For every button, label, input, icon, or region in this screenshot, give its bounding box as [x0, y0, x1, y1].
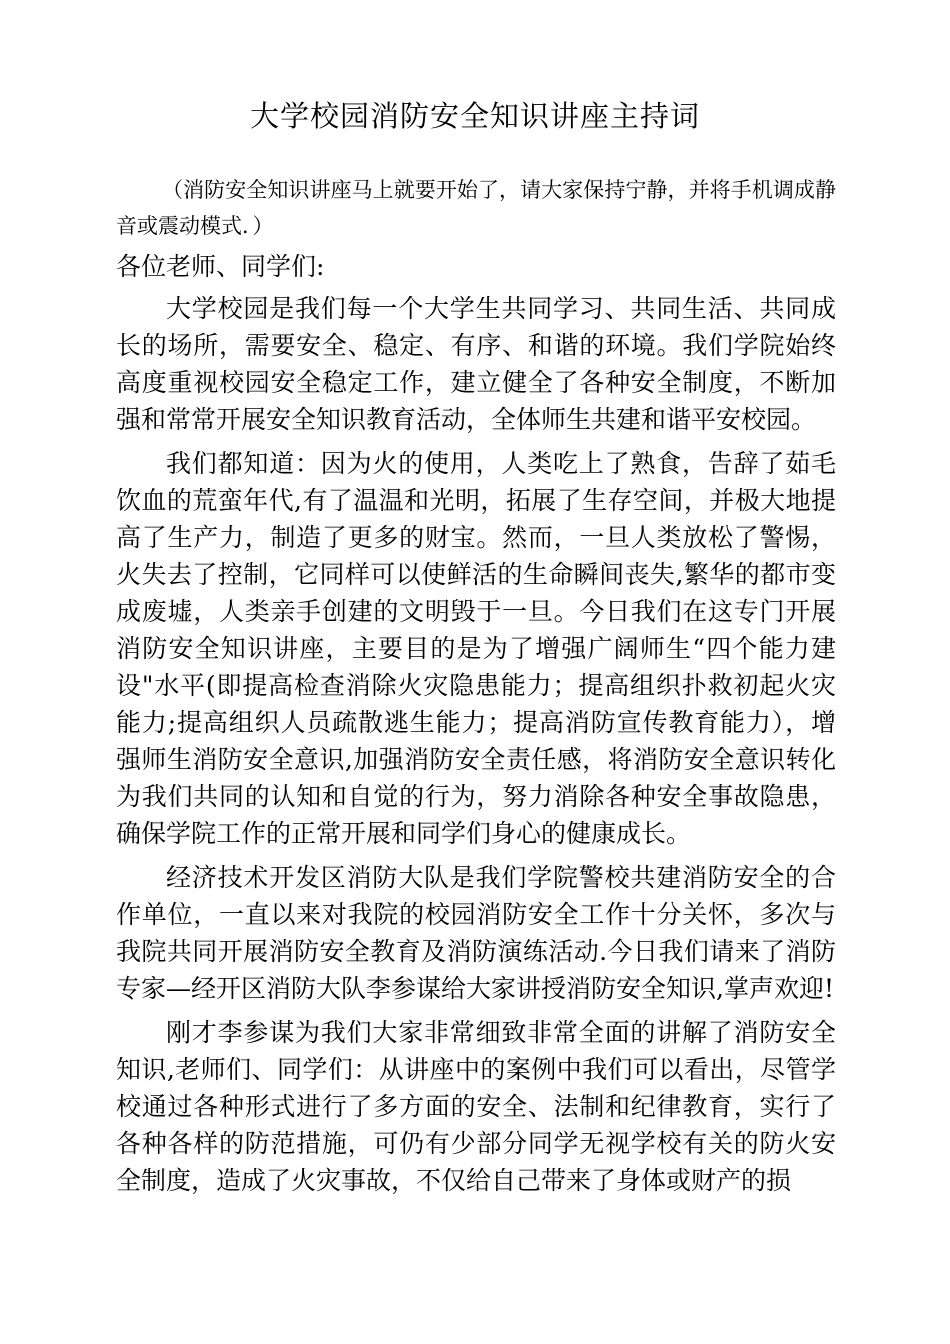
paragraph-3: 经济技术开发区消防大队是我们学院警校共建消防安全的合作单位，一直以来对我院的校园消防安全工作十分关怀，多次与我院共同开展消防安全教育及消防演练活动.今日我们请来了消防专家—经开区消防大队李参谋给大家讲授消防安全知识,掌声欢迎!	[116, 863, 836, 1003]
opening-note: （消防安全知识讲座马上就要开始了，请大家保持宁静，并将手机调成静音或震动模式．）	[116, 178, 836, 238]
document-body	[116, 248, 836, 1206]
greeting: 各位老师、同学们:	[116, 252, 325, 281]
paragraph-2: 我们都知道：因为火的使用，人类吃上了熟食，告辞了茹毛饮血的荒蛮年代,有了温温和光明，拓展了生存空间，并极大地提高了生产力，制造了更多的财宝。然而，一旦人类放松了警惕，火失去了控制，它同样可以使鲜活的生命瞬间丧失,繁华的都市变成废墟，人类亲手创建的文明毁于一旦。今日我们在这专门开展消防安全知识讲座，主要目的是为了增强广阔师生“四个能力建设"水平(即提高检查消除火灾隐患能力；提高组织扑救初起火灾能力;提高组织人员疏散逃生能力；提高消防宣传教育能力），增强师生消防安全意识,加强消防安全责任感，将消防安全意识转化为我们共同的认知和自觉的行为，努力消除各种安全事故隐患，确保学院工作的正常开展和同学们身心的健康成长。	[116, 449, 836, 848]
document-title: 大学校园消防安全知识讲座主持词	[249, 99, 700, 133]
paragraph-4: 刚才李参谋为我们大家非常细致非常全面的讲解了消防安全知识,老师们、同学们：从讲座中的案例中我们可以看出，尽管学校通过各种形式进行了多方面的安全、法制和纪律教育，实行了各种各样的防范措施，可仍有少部分同学无视学校有关的防火安全制度，造成了火灾事故，不仅给自己带来了身体或财产的损	[116, 1018, 836, 1195]
paragraph-1: 大学校园是我们每一个大学生共同学习、共同生活、共同成长的场所，需要安全、稳定、有序、和谐的环境。我们学院始终高度重视校园安全稳定工作，建立健全了各种安全制度，不断加强和常常开展安全知识教育活动，全体师生共建和谐平安校园。	[116, 294, 836, 434]
